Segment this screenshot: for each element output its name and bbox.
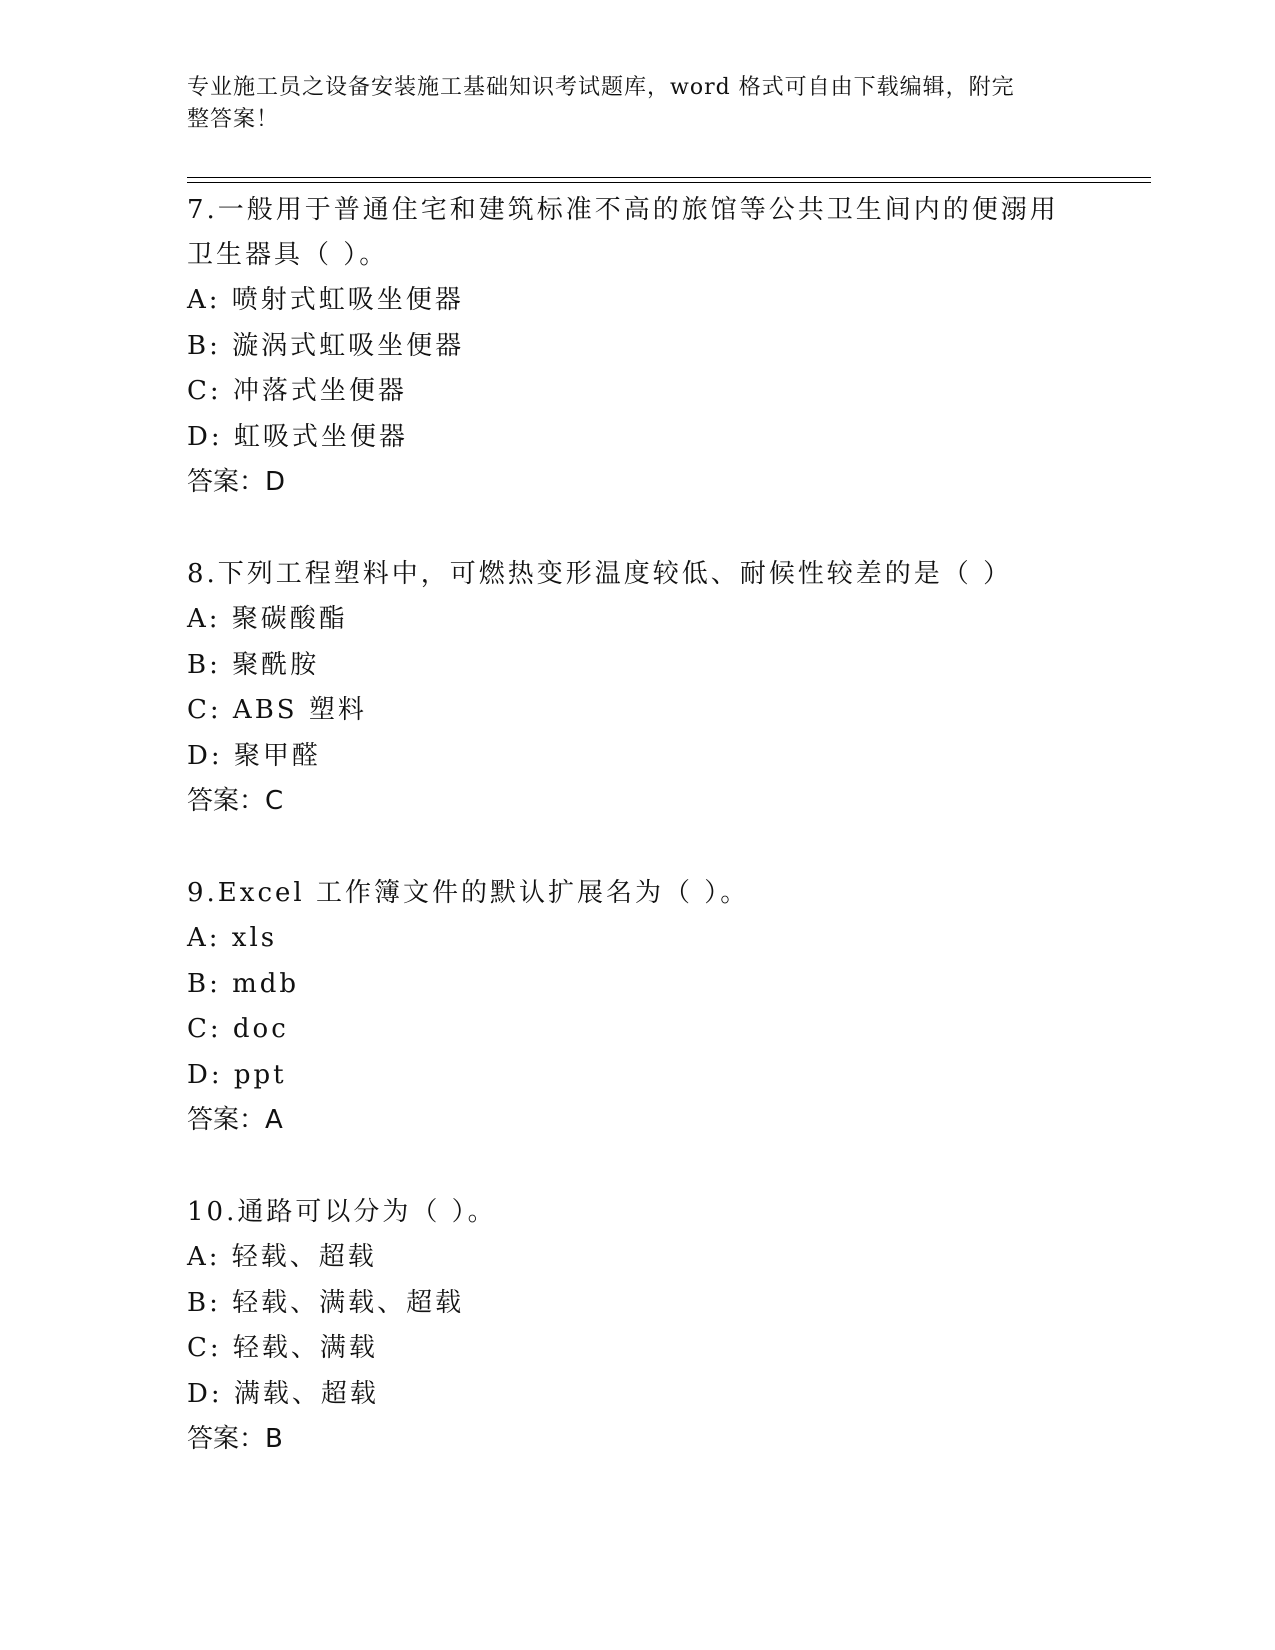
answer: 答案：C xyxy=(187,786,284,816)
question-10 xyxy=(187,1190,1107,1463)
answer: 答案：A xyxy=(187,1105,283,1135)
option-d: D: 虹吸式坐便器 xyxy=(187,421,408,452)
option-d: D: ppt xyxy=(187,1059,287,1090)
option-b: B: 漩涡式虹吸坐便器 xyxy=(187,330,465,361)
question-stem-continued: 卫生器具（ ）。 xyxy=(187,240,389,270)
intro-line-2: 整答案！ xyxy=(187,107,280,132)
answer: 答案：D xyxy=(187,467,286,497)
question-7 xyxy=(187,188,1107,506)
option-a: A: 轻载、超载 xyxy=(187,1242,377,1272)
option-a: A: 喷射式虹吸坐便器 xyxy=(187,285,464,315)
question-8 xyxy=(187,552,1107,825)
option-c: C: ABS 塑料 xyxy=(187,695,367,725)
question-stem: 9.Excel 工作簿文件的默认扩展名为（ ）。 xyxy=(187,878,750,908)
document-header xyxy=(187,72,1067,136)
option-b: B: 聚酰胺 xyxy=(187,649,320,680)
option-c: C: 轻载、满载 xyxy=(187,1333,378,1363)
question-stem: 8.下列工程塑料中，可燃热变形温度较低、耐候性较差的是（ ） xyxy=(187,559,1013,589)
option-c: C: 冲落式坐便器 xyxy=(187,376,407,406)
question-stem: 10.通路可以分为（ ）。 xyxy=(187,1197,497,1227)
option-b: B: 轻载、满载、超载 xyxy=(187,1287,465,1318)
option-c: C: doc xyxy=(187,1014,289,1044)
option-a: A: 聚碳酸酯 xyxy=(187,604,348,634)
option-d: D: 聚甲醛 xyxy=(187,740,321,771)
answer: 答案：B xyxy=(187,1424,283,1454)
header-rule-bottom xyxy=(187,182,1151,183)
intro-line-1: 专业施工员之设备安装施工基础知识考试题库，word 格式可自由下载编辑，附完 xyxy=(187,75,1015,100)
question-9 xyxy=(187,871,1107,1144)
option-b: B: mdb xyxy=(187,968,300,999)
option-d: D: 满载、超载 xyxy=(187,1378,379,1409)
option-a: A: xls xyxy=(187,923,278,953)
question-stem: 7.一般用于普通住宅和建筑标准不高的旅馆等公共卫生间内的便溺用 xyxy=(187,195,1059,225)
header-rule-top xyxy=(187,177,1151,178)
